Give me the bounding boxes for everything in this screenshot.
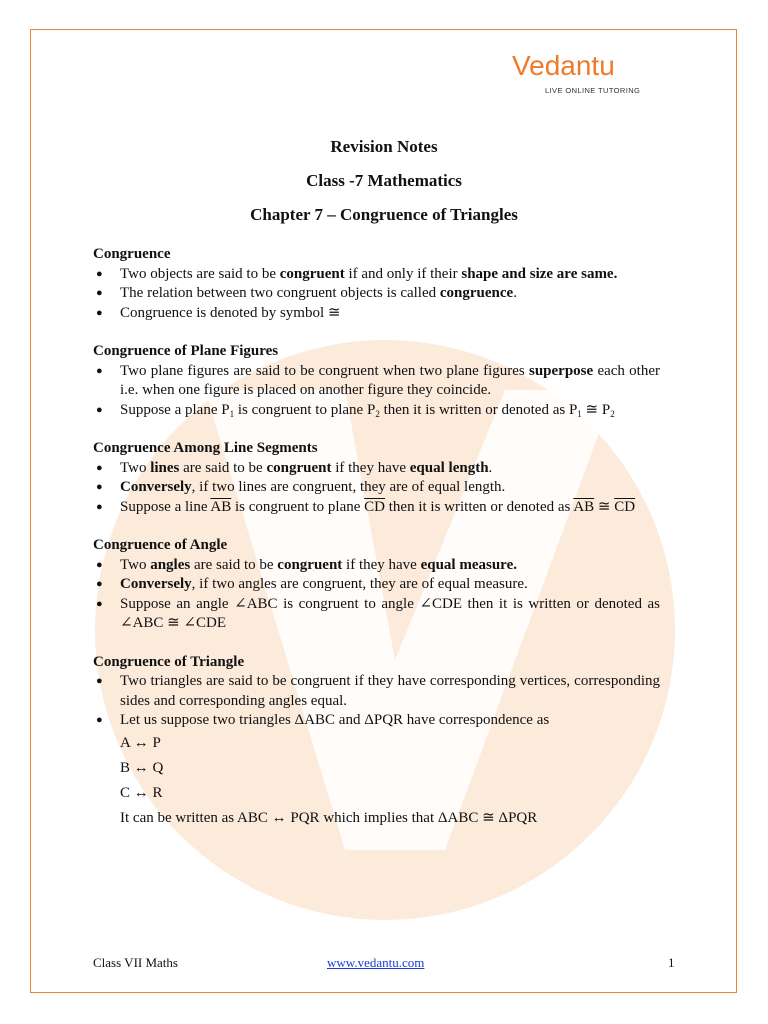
- logo-wordmark: Vedantu: [512, 50, 615, 81]
- section-heading: Congruence of Angle: [93, 537, 228, 553]
- list-item: ● Congruence is denoted by symbol ≅: [93, 304, 660, 324]
- chapter-title: Chapter 7 – Congruence of Triangles: [250, 205, 518, 224]
- list-item: ● Conversely, if two angles are congruent, they are of equal measure.: [93, 575, 660, 595]
- page-number: 1: [668, 955, 675, 970]
- section-heading: Congruence of Triangle: [93, 653, 245, 670]
- list-item: ● Two angles are said to be congruent if they have equal measure.: [93, 556, 660, 576]
- footer-class-label: Class VII Maths: [93, 955, 178, 970]
- list-item: ● Let us suppose two triangles ΔABC and ΔPQR have correspondence as: [93, 711, 660, 731]
- notes-body: [93, 245, 660, 850]
- section-plane-figures: [93, 342, 660, 420]
- section-heading: Congruence of Plane Figures: [93, 343, 279, 359]
- section-triangle: [93, 653, 660, 831]
- doc-title: Revision Notes: [330, 137, 438, 156]
- list-item: ● Suppose an angle ∠ABC is congruent to angle ∠CDE then it is written or denoted as ∠ABC ≅ ∠CDE: [93, 595, 660, 634]
- section-heading: Congruence: [93, 246, 171, 262]
- section-heading: Congruence Among Line Segments: [93, 440, 318, 456]
- list-item: ● Two lines are said to be congruent if they have equal length.: [93, 459, 660, 479]
- vedantu-logo[interactable]: [512, 50, 652, 96]
- section-congruence: [93, 245, 660, 323]
- section-line-segments: [93, 439, 660, 517]
- correspondence-item: C ↔ R: [120, 784, 163, 801]
- list-item: ● Two triangles are said to be congruent if they have corresponding vertices, corresponding sides and corresponding angles equal.: [93, 672, 660, 711]
- list-item: ● Two plane figures are said to be congruent when two plane figures superpose each other i.e. when one figure is placed on another figure they coincide.: [93, 362, 660, 401]
- correspondence-item: B ↔ Q: [120, 759, 164, 776]
- section-angle: [93, 536, 660, 634]
- logo-tagline: LIVE ONLINE TUTORING: [545, 86, 641, 95]
- list-item: ● The relation between two congruent objects is called congruence.: [93, 284, 660, 304]
- conclusion-text: It can be written as ABC ↔ PQR which implies that ΔABC ≅ ΔPQR: [120, 809, 538, 826]
- list-item: ● Suppose a plane $P_1$ is congruent to plane $P_2$ then it is written or denoted as $P_1$ ≅ $P_2$: [93, 401, 660, 421]
- class-line: Class -7 Mathematics: [306, 171, 462, 190]
- correspondence-item: A ↔ P: [120, 734, 161, 751]
- list-item: ● Two objects are said to be congruent if and only if their shape and size are same.: [93, 265, 660, 285]
- correspondence-list: [93, 731, 660, 831]
- list-item: ● Conversely, if two lines are congruent, they are of equal length.: [93, 478, 660, 498]
- list-item: ● Suppose a line $\overline{AB}$ is congruent to plane $\overline{CD}$ then it is written or denoted as $\overline{AB}$ ≅ $\overline{CD}$: [93, 498, 660, 518]
- footer-website-link[interactable]: www.vedantu.com: [327, 955, 425, 970]
